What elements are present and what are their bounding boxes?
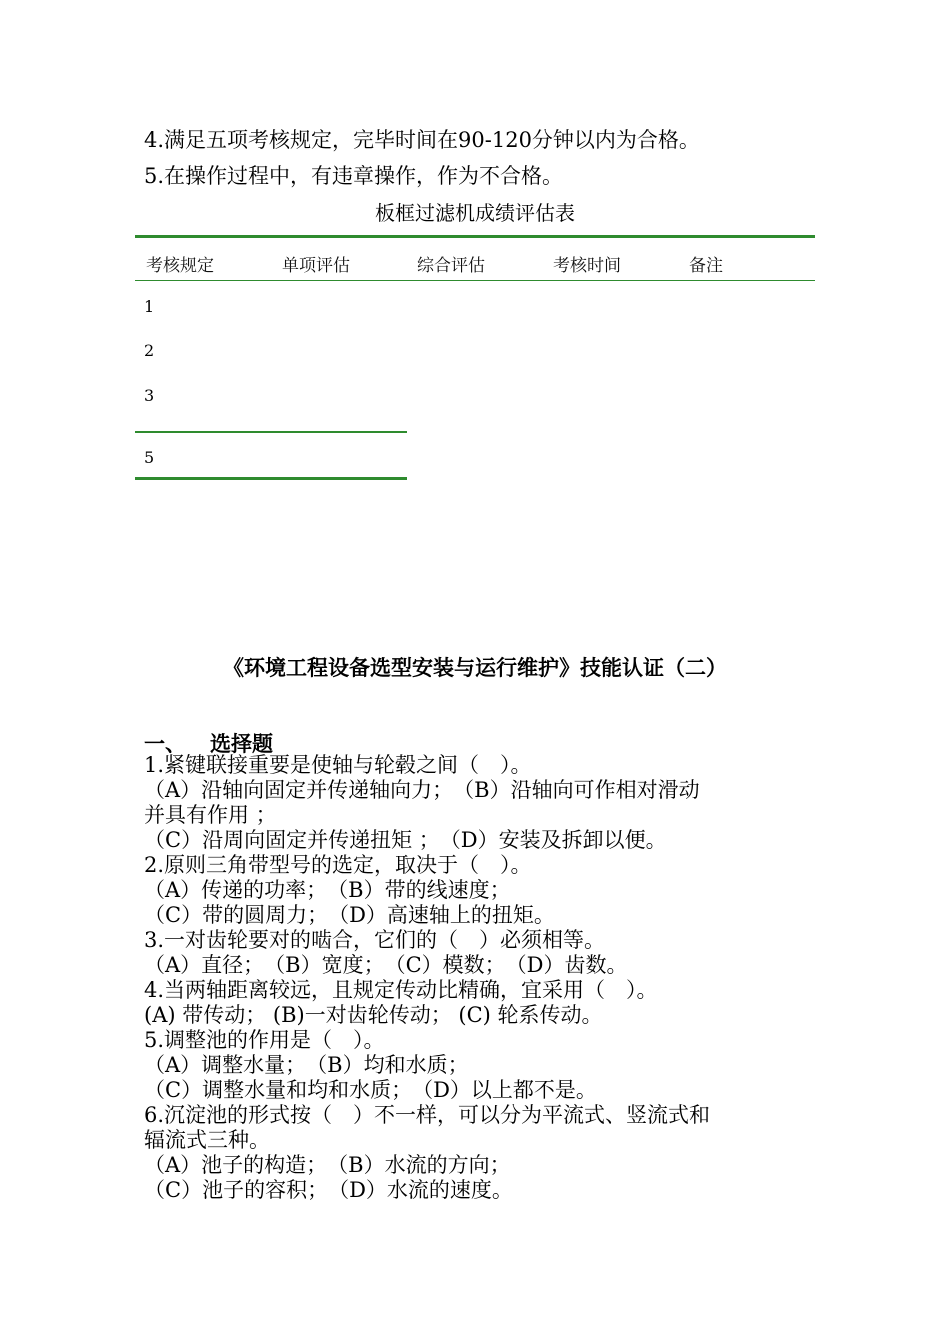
question-line: （A）直径； （B）宽度； （C）模数； （D）齿数。 xyxy=(144,953,628,977)
section-title: 选择题 xyxy=(210,732,273,756)
rule-5-text: 5.在操作过程中，有违章操作，作为不合格。 xyxy=(144,164,564,188)
table-row-number: 1 xyxy=(144,297,155,316)
rule-4-text: 4.满足五项考核规定，完毕时间在90-120分钟以内为合格。 xyxy=(144,128,700,152)
question-line: 并具有作用 ； xyxy=(144,803,277,827)
question-line: （A）传递的功率； （B）带的线速度； xyxy=(144,878,511,902)
question-line: 1.紧键联接重要是使轴与轮毂之间（ ）。 xyxy=(144,753,532,777)
header-kaohe-guiding: 考核规定 xyxy=(146,256,214,276)
question-line: （C）带的圆周力； （D）高速轴上的扭矩。 xyxy=(144,903,555,927)
table-bottom-rule xyxy=(135,477,407,480)
question-line: 5.调整池的作用是（ ）。 xyxy=(144,1028,385,1052)
question-line: 3.一对齿轮要对的啮合，它们的（ ）必须相等。 xyxy=(144,928,606,952)
document-title: 《环境工程设备选型安装与运行维护》技能认证（二） xyxy=(223,656,727,680)
table-row-rule xyxy=(135,431,407,433)
table-row-number: 5 xyxy=(144,448,155,467)
table-row-number: 3 xyxy=(144,386,155,405)
question-line: （C）池子的容积； （D）水流的速度。 xyxy=(144,1178,513,1202)
table-title: 板框过滤机成绩评估表 xyxy=(375,201,575,225)
header-danxiang-pinggu: 单项评估 xyxy=(282,256,350,276)
table-row-number: 2 xyxy=(144,341,155,360)
question-line: 4.当两轴距离较远，且规定传动比精确，宜采用（ ）。 xyxy=(144,978,658,1002)
question-line: （A）调整水量； （B）均和水质； xyxy=(144,1053,469,1077)
section-number: 一、 xyxy=(144,732,186,756)
question-line: （A）池子的构造； （B）水流的方向； xyxy=(144,1153,511,1177)
question-line: 2.原则三角带型号的选定，取决于（ ）。 xyxy=(144,853,532,877)
question-line: 6.沉淀池的形式按（ ）不一样，可以分为平流式、竖流式和 xyxy=(144,1103,711,1127)
question-line: (A) 带传动； (B)一对齿轮传动； (C) 轮系传动。 xyxy=(144,1003,603,1027)
question-line: （C）沿周向固定并传递扭矩 ； （D）安装及拆卸以便。 xyxy=(144,828,667,852)
header-zonghe-pinggu: 综合评估 xyxy=(417,256,485,276)
table-header-rule xyxy=(135,280,815,281)
header-kaohe-shijian: 考核时间 xyxy=(553,256,621,276)
header-beizhu: 备注 xyxy=(689,256,723,276)
table-top-rule xyxy=(135,235,815,238)
question-line: 辐流式三种。 xyxy=(144,1128,270,1152)
question-line: （C）调整水量和均和水质； （D）以上都不是。 xyxy=(144,1078,597,1102)
question-line: （A）沿轴向固定并传递轴向力； （B）沿轴向可作相对滑动 xyxy=(144,778,700,802)
